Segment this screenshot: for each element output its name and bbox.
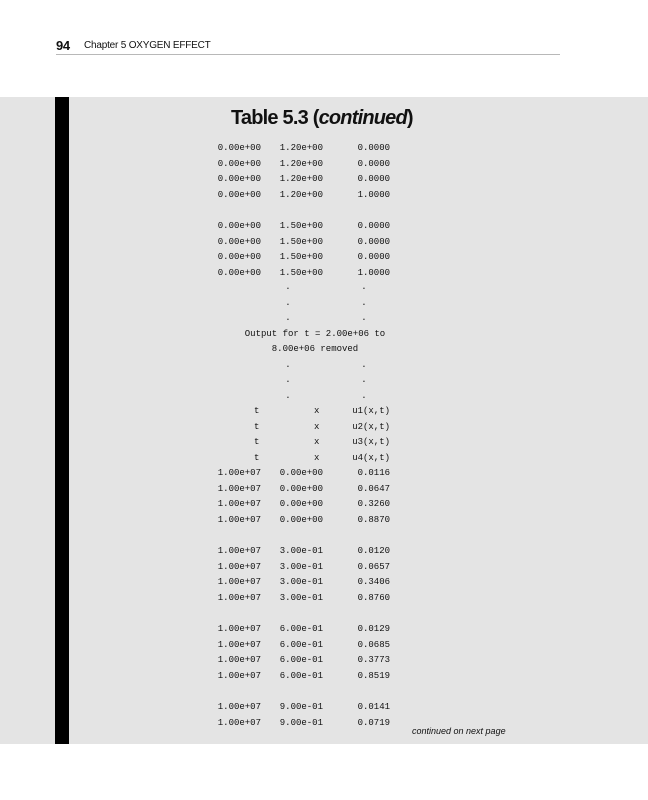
ellipsis-dot: .: [361, 282, 367, 292]
table-cell-t: 1.00e+07: [217, 546, 261, 556]
table-cell-u: 0.0141: [357, 702, 390, 712]
ellipsis-dot: .: [361, 375, 367, 385]
header-t: t: [254, 406, 260, 416]
table-cell-u: 0.0120: [357, 546, 390, 556]
page-number: 94: [56, 38, 70, 53]
table-cell-x: 0.00e+00: [279, 514, 323, 525]
table-caption-main: Table 5.3: [231, 107, 308, 129]
ellipsis-dot: .: [285, 298, 291, 308]
table-cell-t: 1.00e+07: [217, 468, 261, 478]
table-cell-u: 0.0000: [357, 158, 390, 169]
table-cell-t: 1.00e+07: [217, 639, 261, 650]
ellipsis-dot: .: [361, 360, 367, 370]
table-cell-x: 1.50e+00: [279, 252, 323, 262]
table-cell-u: 0.0685: [357, 639, 390, 650]
table-cell-u: 1.0000: [357, 189, 390, 200]
table-cell-u: 0.0000: [357, 174, 390, 184]
table-cell-x: 6.00e-01: [279, 670, 323, 681]
table-cell-x: 1.50e+00: [279, 236, 323, 247]
table-cell-t: 1.00e+07: [217, 670, 261, 681]
table-cell-u: 0.0000: [357, 143, 390, 153]
continued-note: continued on next page: [412, 726, 506, 736]
table-cell-u: 0.3260: [357, 499, 390, 509]
table-cell-x: 0.00e+00: [279, 499, 323, 509]
table-cell-x: 6.00e-01: [279, 624, 323, 634]
table-cell-u: 0.0719: [357, 717, 390, 728]
table-cell-u: 0.8519: [357, 670, 390, 681]
header-u: u2(x,t): [352, 421, 390, 432]
table-cell-u: 0.0129: [357, 624, 390, 634]
ellipsis-dot: .: [285, 282, 291, 292]
table-cell-t: 0.00e+00: [217, 189, 261, 200]
table-cell-x: 9.00e-01: [279, 717, 323, 728]
table-cell-t: 1.00e+07: [217, 577, 261, 587]
header-t: t: [254, 452, 260, 463]
table-cell-t: 0.00e+00: [217, 267, 261, 278]
table-caption-paren-open: (: [312, 107, 319, 129]
header-u: u4(x,t): [352, 452, 390, 463]
page-header: [56, 38, 560, 55]
table-cell-u: 0.0000: [357, 252, 390, 262]
table-cell-t: 1.00e+07: [217, 624, 261, 634]
table-cell-x: 3.00e-01: [279, 561, 323, 572]
table-cell-x: 1.50e+00: [279, 267, 323, 278]
ellipsis-dot: .: [361, 313, 367, 323]
header-x: x: [314, 452, 320, 463]
header-u: u1(x,t): [352, 406, 390, 416]
table-caption-paren-close: ): [406, 107, 413, 129]
header-x: x: [314, 406, 320, 416]
ellipsis-dot: .: [285, 391, 291, 401]
table-cell-x: 3.00e-01: [279, 577, 323, 587]
table-cell-x: 1.50e+00: [279, 221, 323, 231]
chapter-title: Chapter 5 OXYGEN EFFECT: [84, 40, 211, 51]
table-cell-t: 1.00e+07: [217, 717, 261, 728]
ellipsis-dot: .: [361, 391, 367, 401]
table-cell-t: 1.00e+07: [217, 483, 261, 494]
ellipsis-dot: .: [285, 375, 291, 385]
table-cell-x: 1.20e+00: [279, 158, 323, 169]
table-cell-u: 0.0116: [357, 468, 390, 478]
header-t: t: [254, 437, 260, 447]
table-cell-u: 0.0000: [357, 236, 390, 247]
table-cell-t: 0.00e+00: [217, 236, 261, 247]
table-cell-x: 9.00e-01: [279, 702, 323, 712]
table-cell-u: 0.8870: [357, 514, 390, 525]
table-cell-u: 0.3406: [357, 577, 390, 587]
header-u: u3(x,t): [352, 437, 390, 447]
table-cell-x: 6.00e-01: [279, 639, 323, 650]
table-cell-t: 1.00e+07: [217, 655, 261, 665]
table-cell-t: 0.00e+00: [217, 143, 261, 153]
removed-note-line1: Output for t = 2.00e+06 to: [244, 329, 386, 339]
table-cell-u: 1.0000: [357, 267, 390, 278]
table-cell-t: 1.00e+07: [217, 499, 261, 509]
table-cell-u: 0.0647: [357, 483, 390, 494]
table-cell-t: 0.00e+00: [217, 158, 261, 169]
table-cell-t: 0.00e+00: [217, 221, 261, 231]
table-cell-x: 1.20e+00: [279, 189, 323, 200]
table-cell-t: 0.00e+00: [217, 252, 261, 262]
table-panel: [0, 97, 648, 744]
table-cell-t: 1.00e+07: [217, 592, 261, 603]
table-cell-u: 0.8760: [357, 592, 390, 603]
table-body: [0, 97, 648, 744]
table-cell-u: 0.0000: [357, 221, 390, 231]
table-cell-t: 1.00e+07: [217, 702, 261, 712]
table-cell-t: 1.00e+07: [217, 561, 261, 572]
table-cell-x: 0.00e+00: [279, 483, 323, 494]
ellipsis-dot: .: [361, 298, 367, 308]
header-x: x: [314, 437, 320, 447]
table-cell-t: 1.00e+07: [217, 514, 261, 525]
table-cell-x: 0.00e+00: [279, 468, 323, 478]
table-cell-x: 1.20e+00: [279, 174, 323, 184]
removed-note-line2: 8.00e+06 removed: [271, 344, 359, 354]
table-cell-x: 6.00e-01: [279, 655, 323, 665]
table-caption-continued: continued: [318, 107, 407, 129]
header-x: x: [314, 421, 320, 432]
table-cell-x: 1.20e+00: [279, 143, 323, 153]
ellipsis-dot: .: [285, 360, 291, 370]
table-cell-x: 3.00e-01: [279, 592, 323, 603]
table-cell-x: 3.00e-01: [279, 546, 323, 556]
header-t: t: [254, 421, 260, 432]
table-cell-u: 0.3773: [357, 655, 390, 665]
table-cell-t: 0.00e+00: [217, 174, 261, 184]
table-cell-u: 0.0657: [357, 561, 390, 572]
ellipsis-dot: .: [285, 313, 291, 323]
